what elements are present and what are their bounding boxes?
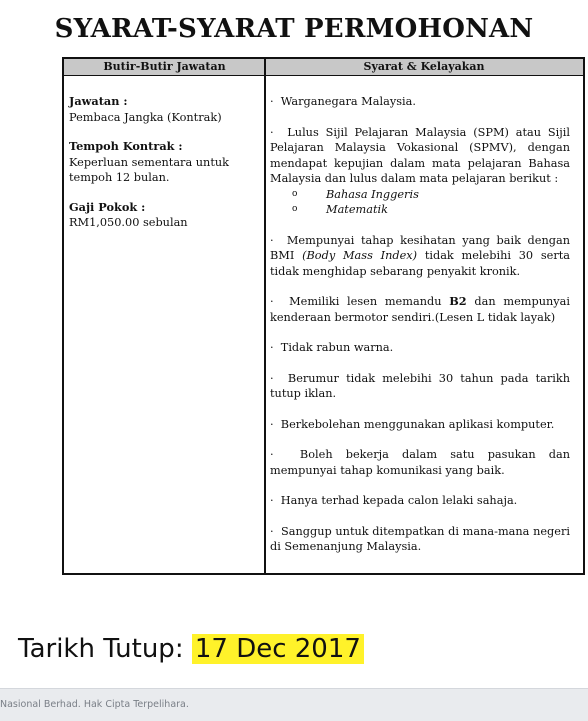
bullet-icon: · (270, 417, 274, 431)
bullet-icon: · (270, 295, 274, 308)
requirement-item (270, 94, 570, 110)
closing-date-value: 17 Dec 2017 (192, 634, 364, 664)
requirement-text-italic: (Body Mass Index) (302, 249, 418, 262)
tempoh-value: Keperluan sementara untuk tempoh 12 bulan. (69, 155, 229, 184)
sub-item-text: Matematik (326, 203, 388, 216)
column-divider (264, 59, 266, 573)
tempoh-block (69, 139, 259, 186)
requirement-item (270, 233, 570, 280)
jawatan-block (69, 94, 259, 125)
requirement-item (270, 371, 570, 402)
copyright-text: Nasional Berhad. Hak Cipta Terpelihara. (0, 699, 189, 710)
requirement-item (270, 340, 570, 356)
bullet-icon: · (270, 125, 274, 139)
bullet-icon: · (270, 371, 274, 385)
requirement-item (270, 524, 570, 555)
requirement-text: Tidak rabun warna. (280, 341, 394, 354)
requirement-text: Lulus Sijil Pelajaran Malaysia (SPM) atau Sijil Pelajaran Malaysia Vokasional (SPMV), dengan mendapat kepujian dalam mata pelajaran Bahasa Malaysia dan lulus dalam mata pelajaran berikut : (270, 125, 570, 185)
sub-item (292, 202, 570, 218)
requirement-item (270, 294, 570, 325)
requirement-item (270, 493, 570, 509)
gaji-label: Gaji Pokok : (69, 199, 146, 214)
position-details-column (69, 94, 259, 245)
requirement-text: Hanya terhad kepada calon lelaki sahaja. (280, 494, 518, 507)
requirement-text: Boleh bekerja dalam satu pasukan dan mempunyai tahap komunikasi yang baik. (270, 448, 570, 477)
requirement-text: dan mempunyai kenderaan bermotor sendiri.(Lesen L tidak layak) (270, 295, 570, 324)
requirements-table (62, 57, 585, 575)
requirement-text-bold: B2 (449, 294, 467, 308)
closing-date-label: Tarikh Tutup: (18, 634, 192, 664)
page-title: SYARAT-SYARAT PERMOHONAN (54, 14, 534, 44)
bullet-icon: · (270, 95, 274, 108)
requirement-item (270, 447, 570, 478)
bullet-icon: · (270, 524, 274, 538)
jawatan-value: Pembaca Jangka (Kontrak) (69, 110, 222, 124)
sub-item-text: Bahasa Inggeris (326, 187, 419, 201)
requirement-item (270, 125, 570, 218)
circle-bullet-icon: o (292, 204, 298, 214)
gaji-block (69, 200, 259, 231)
gaji-value: RM1,050.00 sebulan (69, 216, 188, 229)
bullet-icon: · (270, 341, 274, 354)
header-position-details: Butir-Butir Jawatan (64, 59, 265, 76)
requirement-item (270, 417, 570, 433)
header-requirements: Syarat & Kelayakan (265, 59, 583, 76)
requirement-text: tidak melebihi 30 serta tidak menghidap sebarang penyakit kronik. (270, 249, 570, 278)
requirement-text: Mempunyai tahap kesihatan yang baik dengan BMI (270, 233, 570, 262)
sub-item (292, 187, 570, 203)
bullet-icon: · (270, 448, 274, 461)
requirement-text: Berumur tidak melebihi 30 tahun pada tarikh tutup iklan. (270, 371, 571, 400)
circle-bullet-icon: o (292, 188, 298, 199)
requirement-text: Berkebolehan menggunakan aplikasi komputer. (280, 417, 555, 431)
bullet-icon: · (270, 494, 274, 507)
jawatan-label: Jawatan : (69, 94, 128, 108)
tempoh-label: Tempoh Kontrak : (69, 139, 183, 153)
closing-date (18, 634, 364, 664)
bullet-icon: · (270, 233, 274, 247)
requirement-text: Warganegara Malaysia. (280, 95, 416, 108)
requirement-text: Sanggup untuk ditempatkan di mana-mana negeri di Semenanjung Malaysia. (270, 524, 570, 553)
requirement-text: Memiliki lesen memandu (289, 295, 450, 308)
requirements-column (270, 94, 570, 570)
